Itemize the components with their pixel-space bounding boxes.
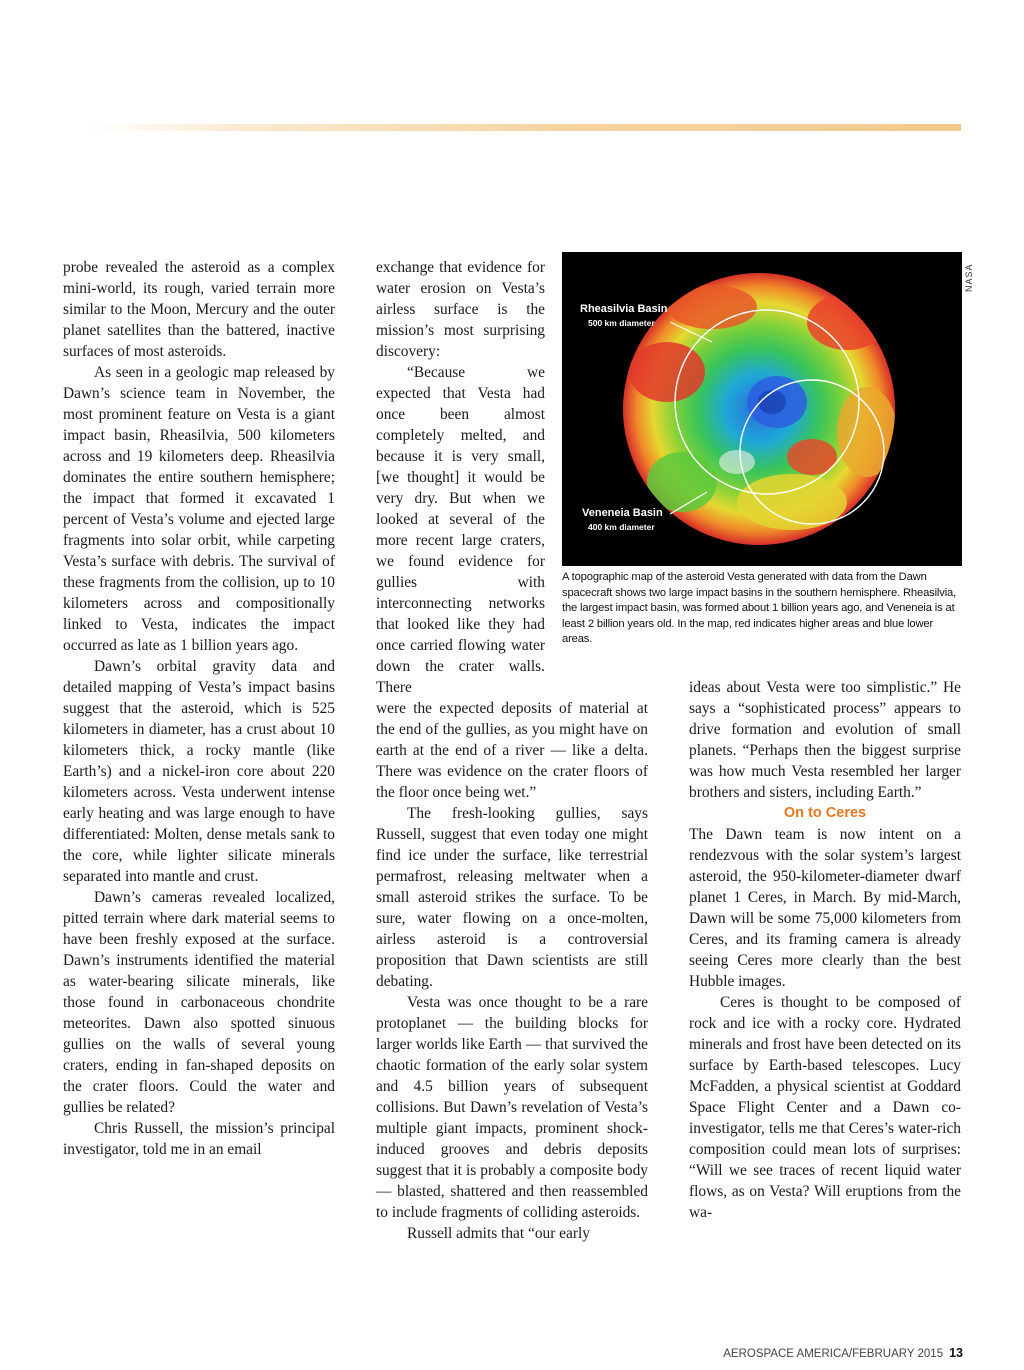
- paragraph: “Because we expected that Vesta had once been almost completely melted, and because it is very small, [we thought] it would be very dry. But when we looked at several of the more recent large craters, we found evidence for gullies with interconnecting networks that looked like they had once carried flowing water down the crater walls. There: [376, 364, 545, 696]
- column-2-narrow: [376, 257, 545, 698]
- column-3: [689, 677, 961, 1223]
- publication-name: AEROSPACE AMERICA/FEBRUARY 2015: [723, 1348, 944, 1360]
- paragraph: were the expected deposits of material at the end of the gullies, as you might have on earth at the end of a river — like a delta. There was evidence on the crater floors of the floor once being wet.”: [376, 700, 648, 801]
- rheasilvia-size-label: 500 km diameter: [588, 318, 655, 328]
- column-2-wide: [376, 698, 648, 1244]
- paragraph: The fresh-looking gullies, says Russell, suggest that even today one might find ice under the surface, like terrestrial permafrost, releasing meltwater when a small asteroid strikes the surface. To be sure, water flowing on a once-molten, airless asteroid is a controversial proposition that Dawn scientists are still debating.: [376, 805, 648, 990]
- figure-caption: A topographic map of the asteroid Vesta generated with data from the Dawn spacecraft shows two large impact basins in the southern hemisphere. Rheasilvia, the largest impact basin, was formed about 1 billion years ago, and Veneneia is at least 2 billion years old. In the map, red indicates higher areas and blue lower areas.: [562, 571, 957, 646]
- photo-credit: NASA: [964, 263, 974, 292]
- paragraph: ideas about Vesta were too simplistic.” He says a “sophisticated process” appears to drive formation and evolution of small planets. “Perhaps then the biggest surprise was how much Vesta resembled her larger brothers and sisters, including Earth.”: [689, 679, 961, 801]
- vesta-topographic-map: [562, 252, 962, 566]
- paragraph: Ceres is thought to be composed of rock and ice with a rocky core. Hydrated minerals and frost have been detected on its surface by Earth-based telescopes. Lucy McFadden, a physical scientist at Goddard Space Flight Center and a Dawn co-investigator, tells me that Ceres’s water-rich composition could mean lots of surprises: “Will we see traces of recent liquid water flows, as on Vesta? Will eruptions from the wa-: [689, 994, 961, 1221]
- paragraph: Dawn’s orbital gravity data and detailed mapping of Vesta’s impact basins suggest that the asteroid, which is 525 kilometers in diameter, has a crust about 10 kilometers thick, a rocky mantle (like Earth’s) and a nickel-iron core about 220 kilometers across. Vesta underwent intense early heating and was large enough to have differentiated: Molten, dense metals sank to the core, while lighter silicate minerals separated into mantle and crust.: [63, 658, 335, 885]
- paragraph: Chris Russell, the mission’s principal investigator, told me in an email: [63, 1120, 335, 1158]
- section-heading: On to Ceres: [783, 805, 867, 821]
- paragraph: Russell admits that “our early: [407, 1225, 590, 1242]
- paragraph: exchange that evidence for water erosion on Vesta’s airless surface is the mission’s most surprising discovery:: [376, 259, 545, 360]
- column-1: [63, 257, 335, 1160]
- paragraph: As seen in a geologic map released by Dawn’s science team in November, the most prominent feature on Vesta is a giant impact basin, Rheasilvia, 500 kilometers across and 19 kilometers deep. Rheasilvia dominates the entire southern hemisphere; the impact that formed it excavated 1 percent of Vesta’s volume and ejected large fragments into solar orbit, while carpeting Vesta’s surface with debris. The survival of these fragments from the collision, up to 10 kilometers across and compositionally linked to Vesta, indicates the impact occurred as late as 1 billion years ago.: [63, 364, 335, 654]
- rheasilvia-label: Rheasilvia Basin: [580, 303, 668, 315]
- page-footer: [723, 1346, 963, 1360]
- paragraph: probe revealed the asteroid as a complex mini-world, its rough, varied terrain more similar to the Moon, Mercury and the outer planet satellites than the battered, inactive surfaces of most asteroids.: [63, 259, 335, 360]
- page-number: 13: [949, 1346, 963, 1360]
- paragraph: The Dawn team is now intent on a rendezvous with the solar system’s largest asteroid, the 950-kilometer-diameter dwarf planet 1 Ceres, in March. By mid-March, Dawn will be some 75,000 kilometers from Ceres, and its framing camera is already seeing Ceres more clearly than the best Hubble images.: [689, 826, 961, 990]
- header-rule: [88, 124, 961, 131]
- veneneia-size-label: 400 km diameter: [588, 522, 655, 532]
- veneneia-label: Veneneia Basin: [582, 507, 663, 519]
- paragraph: Dawn’s cameras revealed localized, pitted terrain where dark material seems to have been freshly exposed at the surface. Dawn’s instruments identified the material as water-bearing silicate minerals, like those found in carbonaceous chondrite meteorites. Dawn also spotted sinuous gullies on the walls of several young craters, ending in fan-shaped deposits on the crater floors. Could the water and gullies be related?: [63, 889, 335, 1116]
- vesta-map-image: [562, 252, 962, 566]
- paragraph: Vesta was once thought to be a rare protoplanet — the building blocks for larger worlds like Earth — that survived the chaotic formation of the early solar system and 4.5 billion years of subsequent collisions. But Dawn’s revelation of Vesta’s multiple giant impacts, prominent shock-induced grooves and debris deposits suggest that it is probably a composite body — blasted, shattered and then reassembled to include fragments of colliding asteroids.: [376, 994, 648, 1221]
